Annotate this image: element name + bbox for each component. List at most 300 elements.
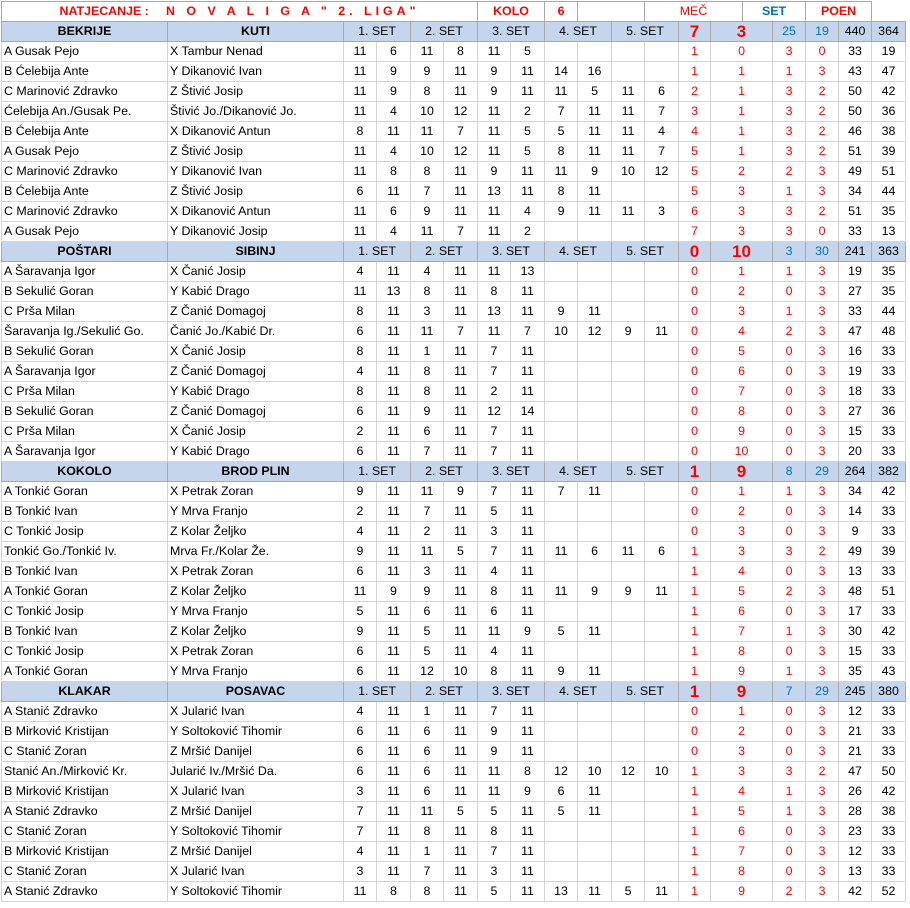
set-score: 11 bbox=[612, 142, 645, 162]
set-score: 11 bbox=[344, 142, 377, 162]
running-match-home: 7 bbox=[679, 222, 711, 242]
points-home: 46 bbox=[839, 122, 872, 142]
home-player: B Sekulić Goran bbox=[2, 282, 168, 302]
sets-won-home: 2 bbox=[773, 882, 806, 902]
points-away: 33 bbox=[872, 742, 906, 762]
set-score: 11 bbox=[511, 842, 545, 862]
away-player: X Čanić Josip bbox=[168, 342, 344, 362]
game-row bbox=[2, 582, 906, 602]
running-match-home: 1 bbox=[679, 862, 711, 882]
empty-cell bbox=[578, 2, 645, 22]
sets-won-away: 2 bbox=[806, 142, 839, 162]
set-score: 7 bbox=[645, 142, 679, 162]
set-score: 11 bbox=[645, 882, 679, 902]
set-score: 11 bbox=[411, 222, 444, 242]
round-label: KOLO bbox=[478, 2, 545, 22]
set-score bbox=[612, 742, 645, 762]
set-score: 4 bbox=[344, 702, 377, 722]
game-row bbox=[2, 482, 906, 502]
sets-won-away: 3 bbox=[806, 502, 839, 522]
set-score: 11 bbox=[511, 562, 545, 582]
set-score bbox=[612, 222, 645, 242]
points-home: 18 bbox=[839, 382, 872, 402]
running-match-away: 3 bbox=[711, 302, 773, 322]
set-score: 13 bbox=[478, 302, 511, 322]
home-player: B Tonkić Ivan bbox=[2, 502, 168, 522]
set-score: 7 bbox=[444, 122, 478, 142]
set-score: 14 bbox=[545, 62, 578, 82]
home-player: C Marinović Zdravko bbox=[2, 202, 168, 222]
set-score: 6 bbox=[411, 742, 444, 762]
set-score: 11 bbox=[377, 442, 411, 462]
set-score: 11 bbox=[377, 662, 411, 682]
points-away: 43 bbox=[872, 662, 906, 682]
set-score: 11 bbox=[478, 322, 511, 342]
set-score: 9 bbox=[411, 582, 444, 602]
set-score: 11 bbox=[444, 582, 478, 602]
set-score: 9 bbox=[545, 202, 578, 222]
set-score: 6 bbox=[344, 182, 377, 202]
sets-won-home: 0 bbox=[773, 722, 806, 742]
set-score: 11 bbox=[511, 722, 545, 742]
set-score: 11 bbox=[377, 522, 411, 542]
round-value: 6 bbox=[545, 2, 578, 22]
game-row bbox=[2, 142, 906, 162]
sets-won-away: 0 bbox=[806, 42, 839, 62]
running-match-away: 0 bbox=[711, 42, 773, 62]
points-away: 47 bbox=[872, 62, 906, 82]
running-match-home: 5 bbox=[679, 142, 711, 162]
set-score: 7 bbox=[411, 862, 444, 882]
set-header: 2. SET bbox=[411, 22, 478, 42]
set-score: 5 bbox=[578, 82, 612, 102]
set-score: 8 bbox=[545, 142, 578, 162]
points-home: 33 bbox=[839, 42, 872, 62]
set-score bbox=[645, 442, 679, 462]
set-score: 11 bbox=[511, 362, 545, 382]
set-score bbox=[612, 42, 645, 62]
points-away: 19 bbox=[872, 42, 906, 62]
points-home: 27 bbox=[839, 282, 872, 302]
points-away: 35 bbox=[872, 282, 906, 302]
set-score: 10 bbox=[645, 762, 679, 782]
set-header: 5. SET bbox=[612, 682, 679, 702]
game-row bbox=[2, 562, 906, 582]
competition-title bbox=[2, 2, 478, 22]
sets-won-away: 3 bbox=[806, 602, 839, 622]
set-score: 8 bbox=[344, 382, 377, 402]
game-row bbox=[2, 342, 906, 362]
points-away: 36 bbox=[872, 102, 906, 122]
set-score: 11 bbox=[511, 882, 545, 902]
running-match-home: 1 bbox=[679, 662, 711, 682]
sets-won-home: 0 bbox=[773, 402, 806, 422]
set-score: 7 bbox=[411, 182, 444, 202]
set-score: 9 bbox=[511, 622, 545, 642]
running-match-home: 4 bbox=[679, 122, 711, 142]
running-match-home: 0 bbox=[679, 322, 711, 342]
away-player: Y Soltoković Tihomir bbox=[168, 722, 344, 742]
set-score: 4 bbox=[344, 842, 377, 862]
home-player: C Tonkić Josip bbox=[2, 522, 168, 542]
set-score: 11 bbox=[377, 622, 411, 642]
sets-won-away: 3 bbox=[806, 62, 839, 82]
set-score: 3 bbox=[344, 782, 377, 802]
points-home: 42 bbox=[839, 882, 872, 902]
points-total-away: 382 bbox=[872, 462, 906, 482]
away-player: Štivić Jo./Dikanović Jo. bbox=[168, 102, 344, 122]
running-match-away: 3 bbox=[711, 762, 773, 782]
set-score: 11 bbox=[377, 502, 411, 522]
points-away: 38 bbox=[872, 122, 906, 142]
sets-won-home: 0 bbox=[773, 642, 806, 662]
set-score: 8 bbox=[478, 662, 511, 682]
set-score: 11 bbox=[511, 602, 545, 622]
sets-won-home: 0 bbox=[773, 522, 806, 542]
set-score: 11 bbox=[511, 502, 545, 522]
set-score: 11 bbox=[478, 42, 511, 62]
set-score: 8 bbox=[411, 822, 444, 842]
running-match-away: 6 bbox=[711, 602, 773, 622]
set-score bbox=[645, 802, 679, 822]
set-header: 1. SET bbox=[344, 242, 411, 262]
game-row bbox=[2, 842, 906, 862]
home-player: B Tonkić Ivan bbox=[2, 622, 168, 642]
game-row bbox=[2, 42, 906, 62]
away-player: X Petrak Zoran bbox=[168, 562, 344, 582]
set-score: 11 bbox=[377, 482, 411, 502]
set-score bbox=[645, 662, 679, 682]
set-score: 6 bbox=[578, 542, 612, 562]
set-score bbox=[578, 522, 612, 542]
points-home: 23 bbox=[839, 822, 872, 842]
points-home: 33 bbox=[839, 302, 872, 322]
set-header: 3. SET bbox=[478, 462, 545, 482]
points-away: 33 bbox=[872, 502, 906, 522]
running-match-home: 1 bbox=[679, 842, 711, 862]
game-row bbox=[2, 622, 906, 642]
set-score: 14 bbox=[511, 402, 545, 422]
home-player: B Mirković Kristijan bbox=[2, 842, 168, 862]
sets-won-home: 1 bbox=[773, 62, 806, 82]
points-away: 42 bbox=[872, 482, 906, 502]
points-away: 13 bbox=[872, 222, 906, 242]
home-player: A Tonkić Goran bbox=[2, 662, 168, 682]
set-score: 11 bbox=[344, 102, 377, 122]
running-match-away: 1 bbox=[711, 102, 773, 122]
set-header: 4. SET bbox=[545, 682, 612, 702]
running-match-away: 4 bbox=[711, 782, 773, 802]
sets-won-away: 3 bbox=[806, 422, 839, 442]
set-score: 11 bbox=[444, 362, 478, 382]
set-score: 11 bbox=[578, 882, 612, 902]
set-score: 7 bbox=[645, 102, 679, 122]
sets-won-home: 0 bbox=[773, 742, 806, 762]
set-score bbox=[545, 562, 578, 582]
away-player: X Dikanović Antun bbox=[168, 202, 344, 222]
set-score: 11 bbox=[478, 122, 511, 142]
points-away: 44 bbox=[872, 302, 906, 322]
set-score: 11 bbox=[511, 862, 545, 882]
set-score: 8 bbox=[344, 342, 377, 362]
set-header: 1. SET bbox=[344, 682, 411, 702]
away-player: Z Štivić Josip bbox=[168, 82, 344, 102]
sets-won-home: 3 bbox=[773, 142, 806, 162]
home-player: Ćelebija An./Gusak Pe. bbox=[2, 102, 168, 122]
match-score-away: 9 bbox=[711, 462, 773, 482]
match-header-row bbox=[2, 22, 906, 42]
set-score bbox=[645, 722, 679, 742]
set-header: 2. SET bbox=[411, 242, 478, 262]
home-team-name: BEKRIJE bbox=[2, 22, 168, 42]
points-away: 33 bbox=[872, 522, 906, 542]
away-player: X Jularić Ivan bbox=[168, 702, 344, 722]
game-row bbox=[2, 402, 906, 422]
sheet-title-row bbox=[2, 2, 906, 22]
set-score: 11 bbox=[344, 162, 377, 182]
sets-won-home: 1 bbox=[773, 182, 806, 202]
set-score: 6 bbox=[344, 722, 377, 742]
set-score: 2 bbox=[511, 102, 545, 122]
set-score: 12 bbox=[444, 142, 478, 162]
set-score: 11 bbox=[511, 522, 545, 542]
away-player: Z Mršić Danijel bbox=[168, 742, 344, 762]
game-row bbox=[2, 442, 906, 462]
set-score: 11 bbox=[511, 482, 545, 502]
set-score bbox=[545, 342, 578, 362]
running-match-home: 5 bbox=[679, 182, 711, 202]
points-total-home: 440 bbox=[839, 22, 872, 42]
set-score bbox=[612, 842, 645, 862]
running-match-home: 1 bbox=[679, 642, 711, 662]
set-score bbox=[545, 702, 578, 722]
running-match-home: 0 bbox=[679, 282, 711, 302]
away-player: Čanić Jo./Kabić Dr. bbox=[168, 322, 344, 342]
sets-won-home: 0 bbox=[773, 842, 806, 862]
points-away: 33 bbox=[872, 842, 906, 862]
points-home: 34 bbox=[839, 182, 872, 202]
set-score: 7 bbox=[478, 442, 511, 462]
away-player: Y Dikanović Josip bbox=[168, 222, 344, 242]
set-score bbox=[645, 782, 679, 802]
set-score: 6 bbox=[344, 662, 377, 682]
points-label: POEN bbox=[806, 2, 872, 22]
home-player: C Prša Milan bbox=[2, 302, 168, 322]
set-score: 11 bbox=[444, 342, 478, 362]
away-team-name: POSAVAC bbox=[168, 682, 344, 702]
home-player: A Šaravanja Igor bbox=[2, 442, 168, 462]
away-player: Z Kolar Željko bbox=[168, 522, 344, 542]
set-score bbox=[545, 722, 578, 742]
points-home: 51 bbox=[839, 202, 872, 222]
set-score: 11 bbox=[377, 382, 411, 402]
set-score: 9 bbox=[545, 302, 578, 322]
set-score: 11 bbox=[377, 362, 411, 382]
set-score bbox=[645, 502, 679, 522]
set-score: 6 bbox=[411, 602, 444, 622]
sets-won-away: 3 bbox=[806, 322, 839, 342]
points-away: 33 bbox=[872, 602, 906, 622]
home-team-name: POŠTARI bbox=[2, 242, 168, 262]
set-score: 11 bbox=[444, 642, 478, 662]
set-score: 7 bbox=[478, 422, 511, 442]
set-score bbox=[645, 342, 679, 362]
running-match-home: 6 bbox=[679, 202, 711, 222]
home-player: B Ćelebija Ante bbox=[2, 62, 168, 82]
running-match-home: 0 bbox=[679, 742, 711, 762]
set-score: 11 bbox=[444, 862, 478, 882]
points-home: 15 bbox=[839, 422, 872, 442]
running-match-away: 5 bbox=[711, 342, 773, 362]
game-row bbox=[2, 202, 906, 222]
set-score: 6 bbox=[344, 322, 377, 342]
game-row bbox=[2, 862, 906, 882]
sets-won-away: 3 bbox=[806, 622, 839, 642]
set-score bbox=[578, 822, 612, 842]
home-player: C Stanić Zoran bbox=[2, 742, 168, 762]
set-score: 11 bbox=[511, 342, 545, 362]
sets-won-away: 3 bbox=[806, 522, 839, 542]
game-row bbox=[2, 122, 906, 142]
set-score: 11 bbox=[377, 262, 411, 282]
set-score: 13 bbox=[545, 882, 578, 902]
running-match-home: 1 bbox=[679, 882, 711, 902]
set-score bbox=[612, 662, 645, 682]
points-home: 17 bbox=[839, 602, 872, 622]
sets-won-home: 0 bbox=[773, 562, 806, 582]
sets-won-away: 3 bbox=[806, 562, 839, 582]
running-match-home: 1 bbox=[679, 42, 711, 62]
running-match-home: 0 bbox=[679, 502, 711, 522]
running-match-away: 7 bbox=[711, 382, 773, 402]
set-score: 13 bbox=[511, 262, 545, 282]
game-row bbox=[2, 802, 906, 822]
running-match-away: 2 bbox=[711, 282, 773, 302]
points-home: 51 bbox=[839, 142, 872, 162]
running-match-home: 0 bbox=[679, 442, 711, 462]
competition-name: N O V A L I G A " 2. LIGA" bbox=[166, 4, 420, 18]
sets-won-away: 3 bbox=[806, 442, 839, 462]
home-player: B Sekulić Goran bbox=[2, 402, 168, 422]
set-score: 5 bbox=[511, 122, 545, 142]
set-score bbox=[578, 502, 612, 522]
set-score: 8 bbox=[377, 162, 411, 182]
set-score bbox=[612, 382, 645, 402]
running-match-away: 7 bbox=[711, 622, 773, 642]
set-score: 12 bbox=[612, 762, 645, 782]
sets-won-away: 2 bbox=[806, 102, 839, 122]
away-player: Y Mrva Franjo bbox=[168, 502, 344, 522]
set-score: 11 bbox=[377, 642, 411, 662]
set-score: 3 bbox=[645, 202, 679, 222]
set-score: 6 bbox=[377, 202, 411, 222]
sets-won-home: 1 bbox=[773, 782, 806, 802]
set-score: 4 bbox=[344, 522, 377, 542]
set-score: 11 bbox=[444, 882, 478, 902]
sets-won-home: 2 bbox=[773, 582, 806, 602]
set-score: 11 bbox=[578, 482, 612, 502]
set-score: 8 bbox=[411, 162, 444, 182]
set-score: 1 bbox=[411, 842, 444, 862]
set-score bbox=[545, 742, 578, 762]
running-match-away: 1 bbox=[711, 702, 773, 722]
game-row bbox=[2, 642, 906, 662]
set-score: 11 bbox=[612, 542, 645, 562]
set-score: 2 bbox=[511, 222, 545, 242]
home-player: A Gusak Pejo bbox=[2, 222, 168, 242]
set-score: 11 bbox=[377, 122, 411, 142]
set-score bbox=[545, 642, 578, 662]
sets-won-home: 0 bbox=[773, 502, 806, 522]
set-score: 4 bbox=[645, 122, 679, 142]
points-home: 16 bbox=[839, 342, 872, 362]
home-player: A Šaravanja Igor bbox=[2, 362, 168, 382]
set-score: 11 bbox=[511, 162, 545, 182]
set-score: 5 bbox=[478, 802, 511, 822]
running-match-away: 3 bbox=[711, 742, 773, 762]
set-score: 6 bbox=[545, 782, 578, 802]
set-score: 11 bbox=[377, 602, 411, 622]
running-match-home: 0 bbox=[679, 362, 711, 382]
running-match-home: 1 bbox=[679, 782, 711, 802]
points-away: 44 bbox=[872, 182, 906, 202]
set-score bbox=[612, 802, 645, 822]
set-score bbox=[645, 642, 679, 662]
points-away: 35 bbox=[872, 262, 906, 282]
set-score bbox=[645, 282, 679, 302]
sets-won-home: 0 bbox=[773, 442, 806, 462]
sets-won-away: 3 bbox=[806, 582, 839, 602]
sets-won-home: 2 bbox=[773, 322, 806, 342]
match-score-home: 7 bbox=[679, 22, 711, 42]
set-score: 11 bbox=[612, 202, 645, 222]
set-score: 11 bbox=[444, 382, 478, 402]
set-score: 5 bbox=[511, 142, 545, 162]
set-score: 6 bbox=[344, 762, 377, 782]
set-score bbox=[645, 382, 679, 402]
points-away: 36 bbox=[872, 402, 906, 422]
set-score: 8 bbox=[478, 282, 511, 302]
points-away: 33 bbox=[872, 562, 906, 582]
points-home: 48 bbox=[839, 582, 872, 602]
away-player: X Čanić Josip bbox=[168, 422, 344, 442]
running-match-home: 5 bbox=[679, 162, 711, 182]
running-match-away: 3 bbox=[711, 182, 773, 202]
away-player: Z Štivić Josip bbox=[168, 142, 344, 162]
sets-won-away: 2 bbox=[806, 762, 839, 782]
running-match-home: 0 bbox=[679, 522, 711, 542]
set-score: 11 bbox=[645, 322, 679, 342]
set-score: 9 bbox=[511, 782, 545, 802]
set-score: 12 bbox=[444, 102, 478, 122]
sets-won-home: 0 bbox=[773, 862, 806, 882]
set-score: 9 bbox=[377, 62, 411, 82]
set-score: 8 bbox=[411, 82, 444, 102]
set-score bbox=[645, 42, 679, 62]
match-header-row bbox=[2, 682, 906, 702]
set-score: 11 bbox=[344, 882, 377, 902]
set-score bbox=[545, 522, 578, 542]
set-score: 8 bbox=[344, 122, 377, 142]
game-row bbox=[2, 182, 906, 202]
set-score: 11 bbox=[444, 562, 478, 582]
sets-won-away: 3 bbox=[806, 662, 839, 682]
away-player: Z Mršić Danijel bbox=[168, 842, 344, 862]
set-score: 7 bbox=[444, 222, 478, 242]
sets-won-away: 2 bbox=[806, 542, 839, 562]
set-score bbox=[612, 402, 645, 422]
running-match-home: 1 bbox=[679, 602, 711, 622]
